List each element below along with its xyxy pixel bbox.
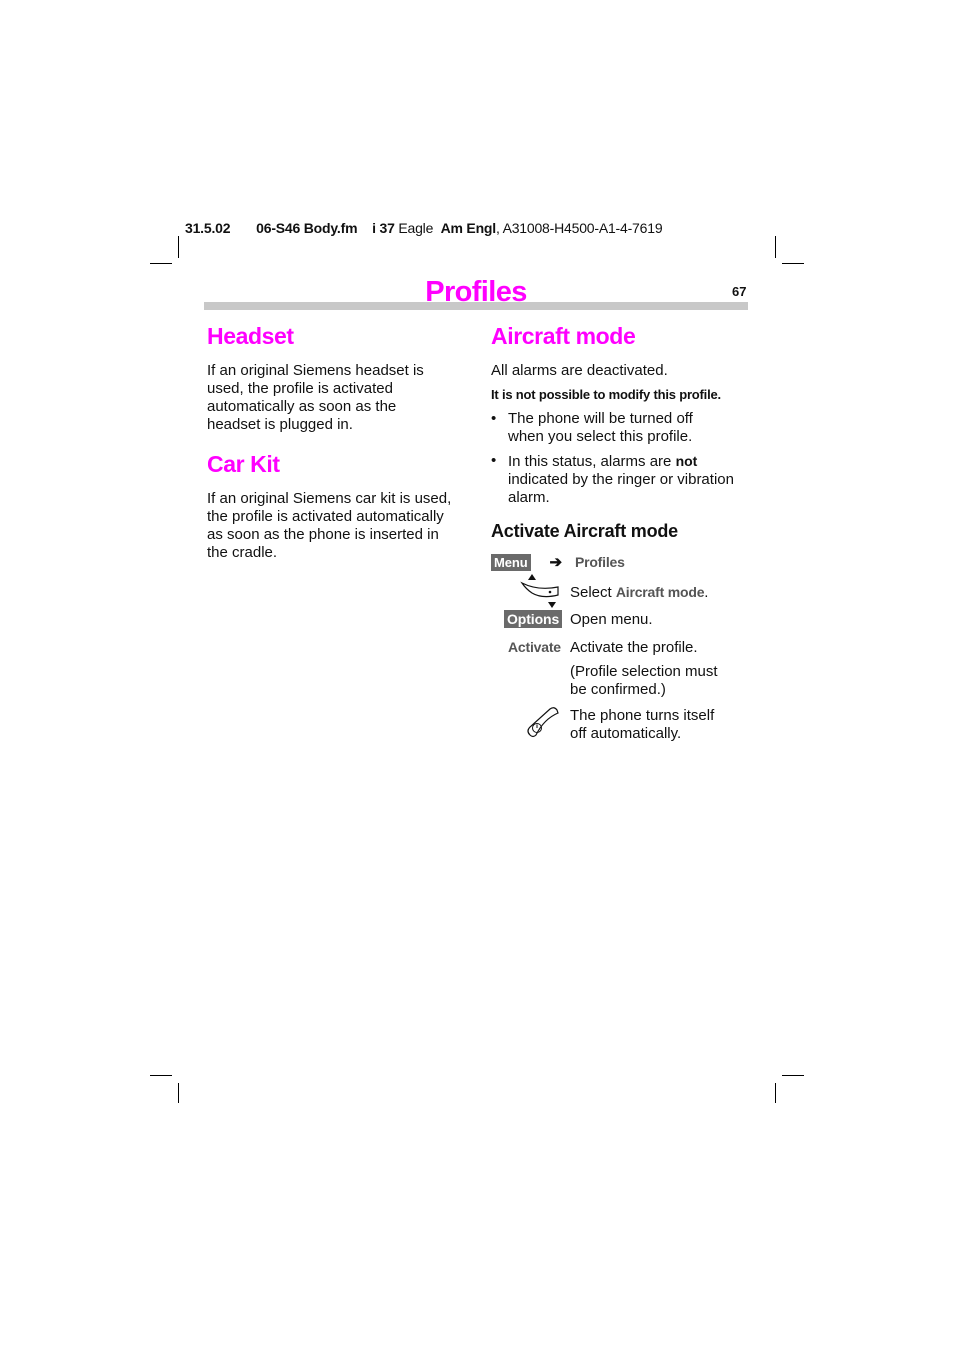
text-line: The phone will be turned off xyxy=(508,410,693,427)
text-line: the profile is activated automatically xyxy=(207,508,444,525)
aircraft-intro: All alarms are deactivated. xyxy=(491,362,668,379)
print-header xyxy=(185,220,662,236)
select-step xyxy=(570,583,708,602)
profiles-label: Profiles xyxy=(574,554,625,570)
text-line: the cradle. xyxy=(207,544,278,561)
aircraft-note: It is not possible to modify this profile. xyxy=(491,387,721,402)
menu-softkey: Menu xyxy=(491,554,531,571)
crop-mark-bottom-left-h xyxy=(150,1075,172,1076)
text-line: used, the profile is activated xyxy=(207,380,393,397)
select-text: Select xyxy=(570,584,616,601)
navigation-key-icon xyxy=(518,573,560,614)
header-code: , A31008-H4500-A1-4-7619 xyxy=(495,220,663,236)
text-line: headset is plugged in. xyxy=(207,416,353,433)
text-line: If an original Siemens car kit is used, xyxy=(207,490,452,507)
options-softkey: Options xyxy=(504,610,562,628)
text-line: be confirmed.) xyxy=(570,681,666,698)
text-line: alarm. xyxy=(508,489,550,506)
header-page-ref: i 37 xyxy=(372,220,395,236)
options-row xyxy=(504,611,562,629)
header-lang: Am Engl xyxy=(440,220,496,236)
page-title: Profiles xyxy=(425,276,527,308)
text-line: If an original Siemens headset is xyxy=(207,362,424,379)
headset-heading: Headset xyxy=(207,323,294,349)
turns-off-text xyxy=(570,707,714,743)
text-line: when you select this profile. xyxy=(508,428,693,445)
bullet-dot: • xyxy=(491,452,497,469)
activate-heading: Activate Aircraft mode xyxy=(491,521,678,541)
confirm-text xyxy=(570,663,718,699)
aircraft-mode-item: Aircraft mode xyxy=(615,584,705,600)
header-date: 31.5.02 xyxy=(185,220,231,236)
crop-mark-top-left-v xyxy=(178,236,179,258)
bullet-item xyxy=(491,410,693,446)
crop-mark-bottom-left-v xyxy=(178,1083,179,1103)
end-key-icon xyxy=(524,705,560,744)
aircraft-heading: Aircraft mode xyxy=(491,323,636,349)
header-eagle: Eagle xyxy=(398,220,434,236)
crop-mark-top-right-h xyxy=(782,263,804,264)
text-line: indicated by the ringer or vibration xyxy=(508,471,734,488)
text-line: off automatically. xyxy=(570,725,682,742)
text-line: automatically as soon as the xyxy=(207,398,397,415)
crop-mark-bottom-right-v xyxy=(775,1083,776,1103)
text-line xyxy=(508,452,734,471)
text-line: (Profile selection must xyxy=(570,663,718,680)
menu-path xyxy=(491,553,625,572)
bullet-item xyxy=(491,452,734,507)
headset-text xyxy=(207,362,424,434)
open-menu-text: Open menu. xyxy=(570,611,653,628)
text-line: as soon as the phone is inserted in xyxy=(207,526,439,543)
select-period: . xyxy=(704,584,709,601)
carkit-heading: Car Kit xyxy=(207,451,280,477)
activate-softkey: Activate xyxy=(508,639,561,655)
activate-text: Activate the profile. xyxy=(570,639,698,656)
bullet-dot: • xyxy=(491,410,497,427)
header-file: 06-S46 Body.fm xyxy=(256,220,358,236)
page-number: 67 xyxy=(732,284,747,299)
carkit-text xyxy=(207,490,451,562)
bullet-text: In this status, alarms are xyxy=(508,453,676,470)
bullet-emphasis: not xyxy=(675,453,698,469)
crop-mark-top-left-h xyxy=(150,263,172,264)
crop-mark-bottom-right-h xyxy=(782,1075,804,1076)
crop-mark-top-right-v xyxy=(775,236,776,258)
text-line: The phone turns itself xyxy=(570,707,715,724)
arrow-icon: ➔ xyxy=(549,554,563,571)
